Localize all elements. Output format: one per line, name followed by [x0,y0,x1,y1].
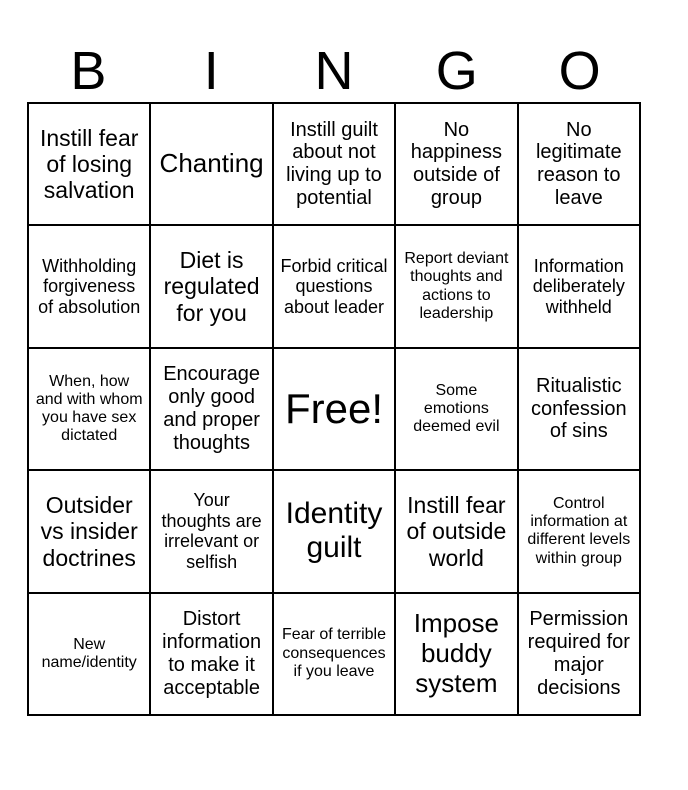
bingo-cell[interactable]: Instill guilt about not living up to potential [273,103,395,225]
bingo-cell[interactable]: No legitimate reason to leave [518,103,640,225]
bingo-cell[interactable]: Impose buddy system [395,593,517,715]
bingo-cell[interactable]: Control information at different levels within group [518,470,640,592]
header-letter-o: O [558,41,601,101]
header-letter-g: G [435,41,478,101]
free-space[interactable]: Free! [273,348,395,470]
header-letter-i: I [203,41,219,101]
bingo-board [27,102,641,716]
header-letter-b: B [70,41,107,101]
bingo-cell[interactable]: Withholding forgiveness of absolution [28,225,150,347]
bingo-cell[interactable]: Diet is regulated for you [150,225,272,347]
bingo-cell[interactable]: Your thoughts are irrelevant or selfish [150,470,272,592]
bingo-cell[interactable]: Report deviant thoughts and actions to leadership [395,225,517,347]
bingo-cell[interactable]: Distort information to make it acceptable [150,593,272,715]
bingo-cell[interactable]: No happiness outside of group [395,103,517,225]
bingo-cell[interactable]: Fear of terrible consequences if you leave [273,593,395,715]
bingo-cell[interactable]: Instill fear of losing salvation [28,103,150,225]
bingo-cell[interactable]: Forbid critical questions about leader [273,225,395,347]
bingo-cell[interactable]: Some emotions deemed evil [395,348,517,470]
header-letter-n: N [314,41,354,101]
bingo-header [27,36,641,106]
bingo-cell[interactable]: Information deliberately withheld [518,225,640,347]
bingo-cell[interactable]: Outsider vs insider doctrines [28,470,150,592]
bingo-cell[interactable]: Permission required for major decisions [518,593,640,715]
bingo-cell[interactable]: When, how and with whom you have sex dictated [28,348,150,470]
bingo-cell[interactable]: Instill fear of outside world [395,470,517,592]
bingo-cell[interactable]: Encourage only good and proper thoughts [150,348,272,470]
bingo-cell[interactable]: Identity guilt [273,470,395,592]
bingo-cell[interactable]: Ritualistic confession of sins [518,348,640,470]
bingo-cell[interactable]: Chanting [150,103,272,225]
bingo-cell[interactable]: New name/identity [28,593,150,715]
